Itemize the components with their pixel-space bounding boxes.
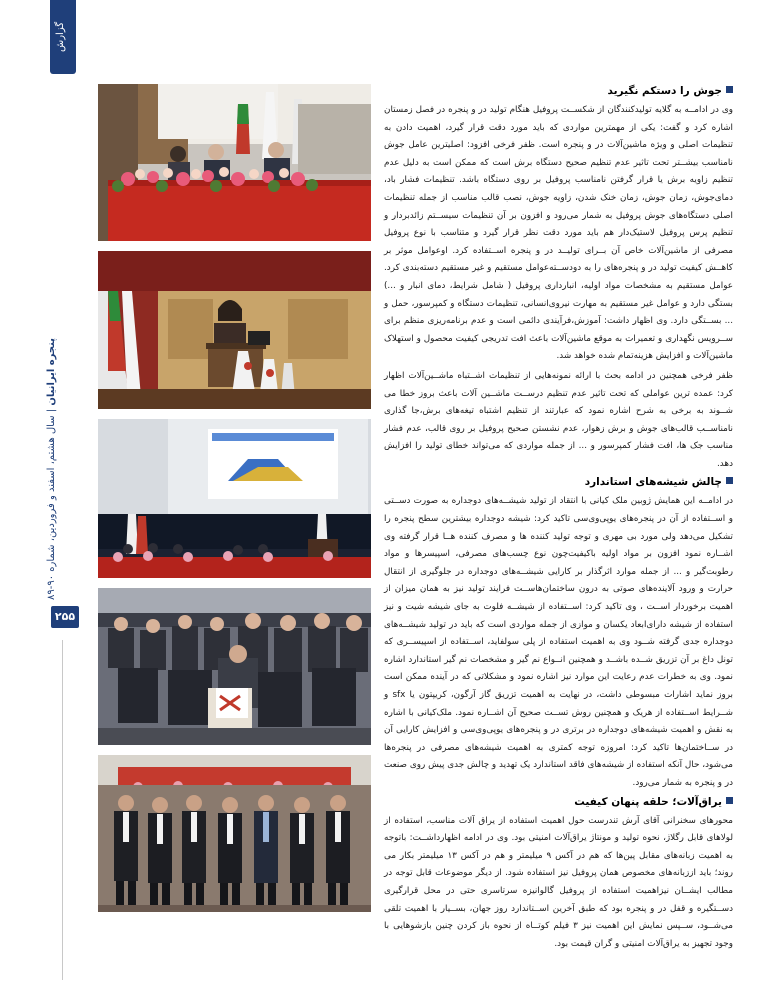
heading-square-icon xyxy=(726,477,733,484)
paragraph: ظفر فرخی همچنین در ادامه بحث با ارائه نمونه‌هایی از تنظیمات اشــتباه ماشــین‌آلات اظهار کرد: عمده ترین عواملی که تحت تاثیر عدم تنظیم درســت ماشــین آلات باعث بروز خطا می شــوند به برخی به شرح اشاره نمود که عبارتند از تنظیم اشتباه تیغه‌های برش،جا گذاری نامناســب قالب‌های جوش و برش زهوار، عدم نشستن صحیح پروفیل بر روی قالب، عدم فشار مناسب جک ها، افت فشار کمپرسور و ... از جمله مواردی که می‌تواند خطای تولید را افزایش دهد. xyxy=(384,370,733,469)
section-heading: یراق‌آلات؛ حلقه پنهان کیفیت xyxy=(384,795,733,810)
issue-meta: پنجره ایرانیان | سال هشتم، اسفند و فروردین، شماره ۹۰-۸۹ xyxy=(46,338,57,600)
group-portrait-photo-icon xyxy=(98,755,371,912)
photo-audience xyxy=(98,588,371,745)
heading-square-icon xyxy=(726,797,733,804)
section-heading: جوش را دستکم نگیرید xyxy=(384,84,733,99)
heading-square-icon xyxy=(726,86,733,93)
photo-presentation-stage xyxy=(98,419,371,578)
photo-speakers-panel xyxy=(98,84,371,241)
page-number: ۲۵۵ xyxy=(51,606,79,628)
photo-group-portrait xyxy=(98,755,371,912)
section-tab-label: گزارش xyxy=(55,21,66,52)
speakers-panel-photo-icon xyxy=(98,84,371,241)
issue-info: سال هشتم، اسفند و فروردین، شماره ۹۰-۸۹ xyxy=(46,415,57,600)
paragraph: وی در ادامــه به گلایه تولیدکنندگان از شکســت پروفیل هنگام تولید در و پنجره در فصل زمستان اشاره کرد و گفت: یکی از مهمترین مواردی که باید مورد دقت قرار گیرد، اهمیت دادن به تنظیمات اصلی و ویژه ماشین‌آلات در و پنجره است. ظفر فرخی افزود: اصلیترین عامل جوش نامناسب بیشــتر تحت تاثیر عدم تنظیم صحیح دستگاه برش است که ممکن است به دلیل عدم تنظیم زاویه برش یا قرار گرفتن نامناسب پروفیل بر روی دستگاه باشد. تنظیمات فشار باد، دمای‌جوش، زمان جوش، زمان خنک شدن، زاویه جوش، نصب قالب مناسب از جمله تنظیمات اصلی دستگاه‌های جوش پروفیل به شمار می‌رود و افزون بر آن تنظیمات سیســتم زائدبردار و تنظیم پرس پروفیل لاستیک‌دار هم باید مورد دقت نظر قرار گیرد و متناسب با نوع پروفیل مصرفی از ماشین‌آلات خاص آن بــرای تولیــد در و پنجره اســتفاده کرد. اوعوامل موثر بر کاهــش کیفیت تولید در و پنجره‌های را به دودســته‌عوامل مستقیم و غیر مستقیم دسته‌بندی کرد. عوامل مستقیم به مشخصات مواد اولیه، انبارداری پروفیل ( شامل شرایط، دمای انبار و ...) بستگی دارد و عوامل غیر مستقیم به مهارت نیروی‌انسانی، تنظیمات دستگاه و کمپرسور، حمل و ... بســتگی دارد. وی اظهار داشت: آموزش،فرآیندی دائمی است و عدم برنامه‌ریزی منظم برای ســرویس نگهداری و تعمیرات به موقع ماشین‌آلات باعث افت تدریجی کیفیت محصول و استهلاک ماشین‌آلات و افزایش هزینه‌تمام شده خواهد شد. xyxy=(384,105,733,362)
section-tab xyxy=(50,0,76,74)
paragraph: محورهای سخنرانی آقای آرش تندرست حول اهمیت استفاده از یراق آلات مناسب، استفاده از لولاهای قابل رگلاژ، نحوه تولید و مونتاژ یراق‌آلات امنیتی بود. وی در ادامه اظهارداشــت: باتوجه به اهمیت زبانه‌های مقابل پین‌ها که هم در آکس ۹ میلیمتر و هم در آکس ۱۳ میلیمتر بکار می روند؛ باید اززبانه‌های مخصوص همان پروفیل نیز استفاده شود. از دیگر موضوعات قابل توجه در مطالب ایشــان نیزاهمیت استفاده از پروفیل گالوانیزه سرتاسری حتی در محل قرارگیری دســتگیره و قفل در و پنجره بود که طبق آخرین اســتاندارد روز جهان، بســیار با اهمیت تلقی می‌شــود، ســپس نمایش این اهمیت نیز ۳ فیلم کوتــاه از نحوه باز کردن چنین بازشوهایی با وجود تجهیز به یراق‌آلات امنیتی و گران قیمت بود. xyxy=(384,815,733,949)
section-heading: چالش شیشه‌های استاندارد xyxy=(384,475,733,490)
woman-speaker-podium-photo-icon xyxy=(98,251,371,409)
paragraph: در ادامــه این همایش ژوبین ملک کیانی با انتقاد از تولید شیشــه‌های دوجداره به صورت دســتی و اســتفاده از آن در پنجره‌های یوپی‌وی‌سی تاکید کرد: شیشه دوجداره بیشترین سطح پنجره را تشکیل می‌دهد ولی مورد بی مهری و توجه تولید کننده ها و مصرف کننده هــا قرار گرفته وی اشــاره نمود افزون بر مواد اولیه باکیفیت‌چون نوع چسب‌های مصرفی، اسپیسرها و مواد رطوبت‌گیر و ... از جمله موارد اثرگذار بر کارایی شیشــه‌های دوجداره در جلوگیری از انتقال حرارت و ورود آلاینده‌های صوتی به درون ساختمان‌هاســت فرایند تولید نیز به همان میزان از اهمیت برخوردار اســت ، وی تاکید کرد: اســتفاده از شیشــه فلوت به جای شیشه شیت و نیز استفاده از شیشه دارای‌ابعاد یکسان و موازی از جمله مواردی است که باید در تولید شیشــه‌های دوجداره جدی گرفته شــود وی به اهمیت استفاده از پلی سولفاید، اســتفاده از اسپیســری که تونل داغ بر آن تزریق شــده باشــد و همچنین انــواع نم گیر و مشخصات نم گیر استاندارد اشاره نمود. وی به خطرات عدم رعایت این موارد نیز اشاره نمود و مشکلاتی که در آینده ممکن است بروز نماید اشارات مبسوطی داشت، در نهایت به اهمیت تزریق گاز آرگون، کریپتون یا sfx و شــرایط اســتفاده از هریک و همچنین روش تســت صحیح آن اشــاره نمود. ملک‌کیانی با اشاره به نقش و اهمیت شیشه‌های دوجداره در برتری در و پنجره‌های یوپی‌وی‌سی و افزایش کارایی آن در ســاختمان‌ها تاکید کرد: امروزه توجه کمتری به اهمیت شیشه‌های مصرفی در پنجره‌ها می‌شود، حال آنکه استفاده از شیشه‌های فاقد استاندارد یک تهدید و چالش جدی پیش روی صنعت در و پنجره به شمار می‌رود. xyxy=(384,496,733,788)
seated-audience-photo-icon xyxy=(98,588,371,745)
presentation-slide-stage-photo-icon xyxy=(98,419,371,578)
gutter-divider xyxy=(62,640,63,980)
photo-woman-speaker xyxy=(98,251,371,409)
magazine-name: پنجره ایرانیان xyxy=(46,338,57,406)
article-body xyxy=(384,84,733,955)
